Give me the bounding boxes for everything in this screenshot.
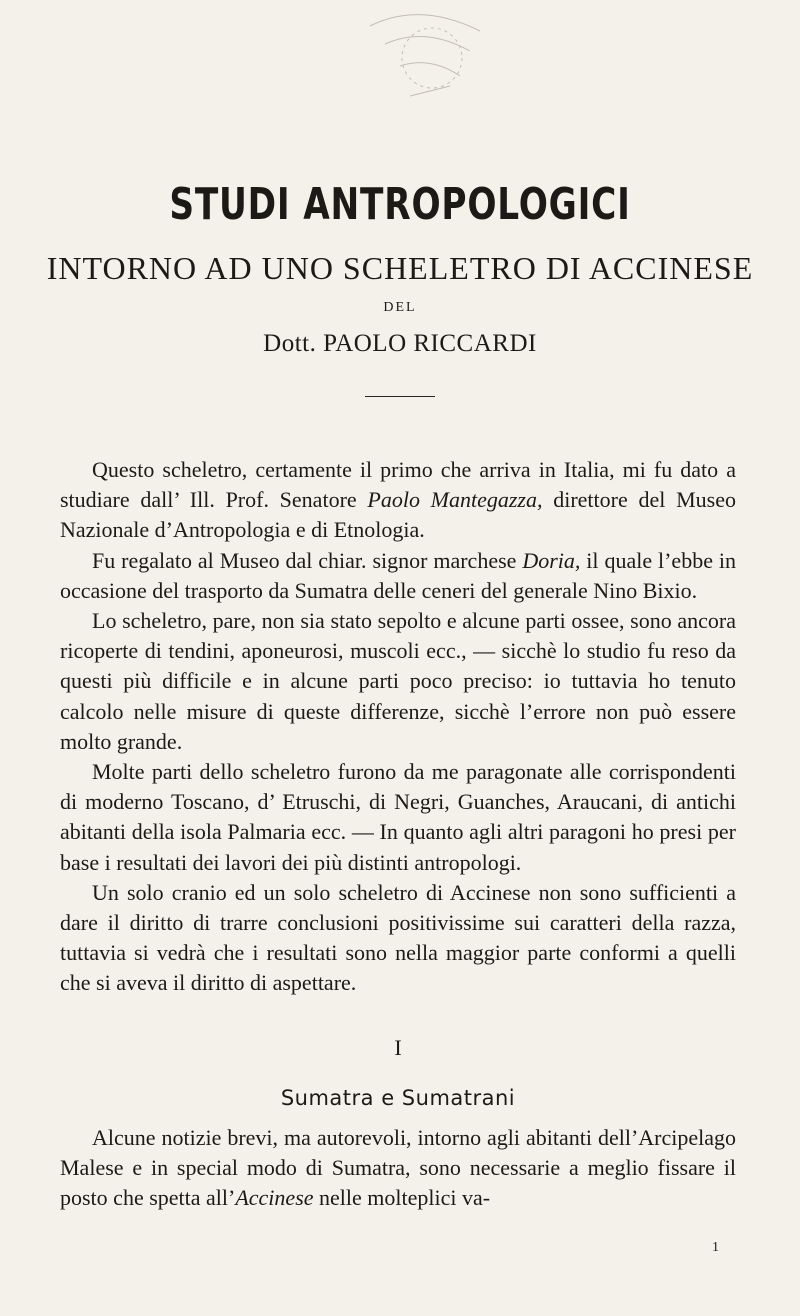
article-title: INTORNO AD UNO SCHELETRO DI ACCINESE	[46, 250, 754, 286]
name-doria: Doria,	[522, 547, 581, 573]
author-name: Dott. PAOLO RICCARDI	[263, 330, 537, 357]
library-stamp-icon	[340, 6, 510, 116]
paragraph-1: Questo scheletro, certamente il primo che arriva in Italia, mi fu dato a studiare dall’ Ill. Prof. Senatore Paolo Mantegazza, direttore del Museo Nazionale d’Antropologia e di Etnologia.	[60, 457, 736, 543]
word-accinese: Accinese	[235, 1185, 314, 1211]
article-header	[0, 178, 800, 397]
article-body	[60, 455, 736, 1213]
page-number: 1	[712, 1240, 719, 1255]
paragraph-3: Lo scheletro, pare, non sia stato sepolto e alcune parti ossee, sono ancora ricoperte di tendini, aponeurosi, muscoli ecc., — sicchè lo studio fu reso da questi più difficile e in alcune parti poco preciso: io tuttavia ho tenuto calcolo nelle misure di queste differenze, sicchè l’errore non può essere molto grande.	[60, 608, 736, 754]
series-title: STUDI ANTROPOLOGICI	[169, 179, 631, 230]
section-number: I	[394, 1034, 402, 1060]
paragraph-6: Alcune notizie brevi, ma autorevoli, intorno agli abitanti dell’Arcipelago Malese e in special modo di Sumatra, sono necessarie a meglio fissare il posto che spetta all’Accinese nelle molteplici va-	[60, 1124, 736, 1211]
paragraph-4: Molte parti dello scheletro furono da me paragonate alle corrispondenti di moderno Toscano, d’ Etruschi, di Negri, Guanches, Araucani, di antichi abitanti della isola Palmaria ecc. — In quanto agli altri paragoni ho presi per base i resultati dei lavori dei più distinti antropologi.	[60, 759, 736, 875]
author-preposition: DEL	[383, 300, 417, 315]
title-divider	[365, 396, 435, 397]
paragraph-2: Fu regalato al Museo dal chiar. signor marchese Doria, il quale l’ebbe in occasione del trasporto da Sumatra delle ceneri del generale Nino Bixio.	[60, 547, 736, 603]
section-title: Sumatra e Sumatrani	[280, 1085, 516, 1110]
name-mantegazza: Paolo Mantegazza,	[367, 487, 543, 513]
paragraph-5: Un solo cranio ed un solo scheletro di Accinese non sono sufficienti a dare il diritto di trarre conclusioni positivissime sui caratteri della razza, tuttavia si vedrà che i resultati sono nella maggior parte conformi a quelli che si aveva il diritto di aspettare.	[60, 879, 736, 996]
